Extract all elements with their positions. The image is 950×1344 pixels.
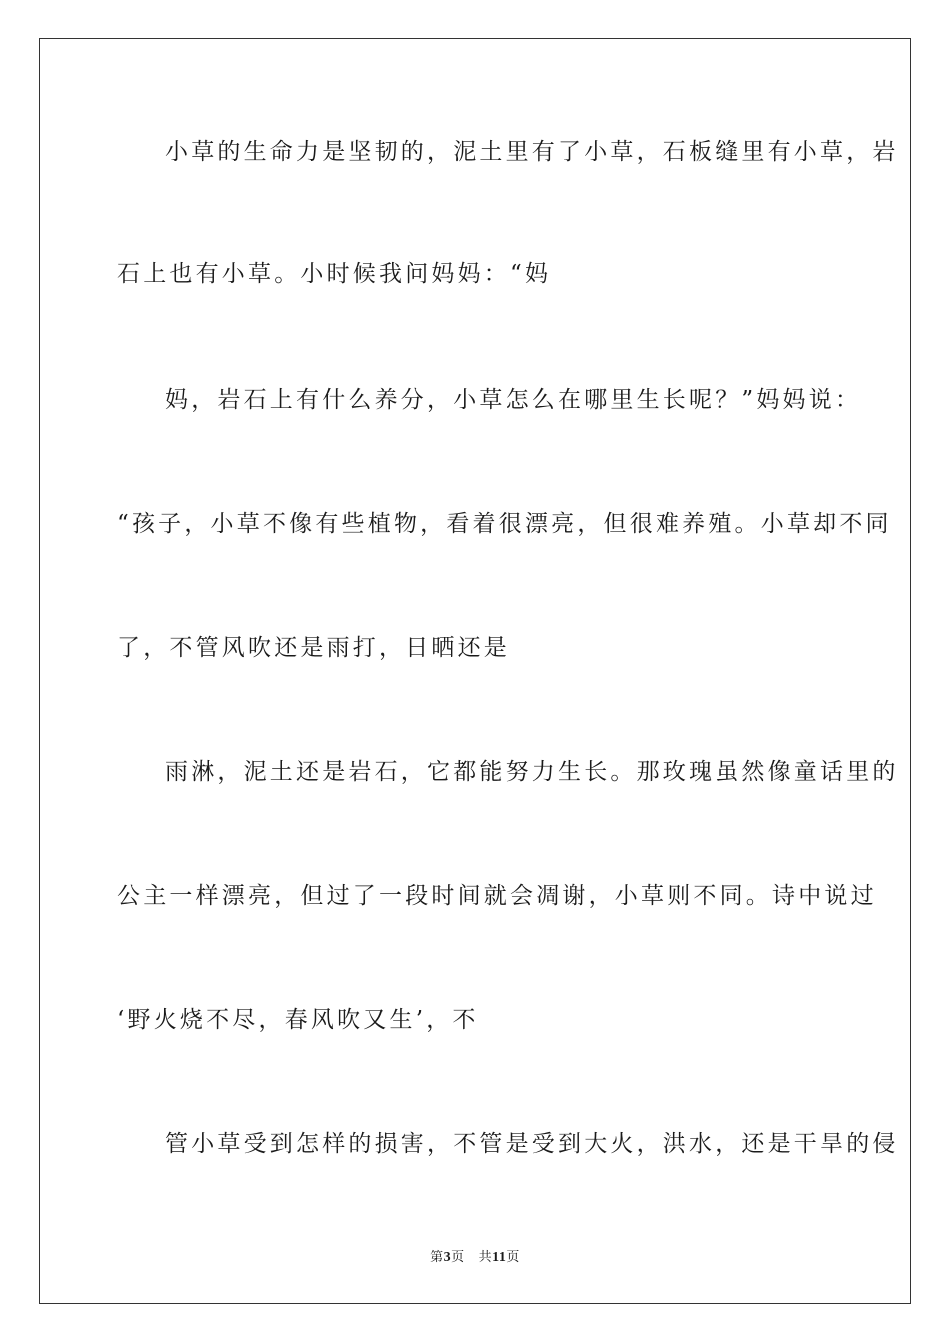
total-pages: 11 bbox=[492, 1250, 507, 1265]
text-line-9: 管小草受到怎样的损害，不管是受到大火，洪水，还是干旱的侵 bbox=[165, 1131, 899, 1157]
text-line-2: 石上也有小草。小时候我问妈妈：“妈 bbox=[117, 261, 552, 287]
page-border bbox=[39, 38, 911, 1304]
page-number: 3 bbox=[443, 1250, 452, 1265]
text-line-8: ‘野火烧不尽，春风吹又生’，不 bbox=[117, 1007, 479, 1033]
total-prefix: 共 bbox=[478, 1250, 493, 1265]
total-suffix: 页 bbox=[506, 1250, 520, 1265]
text-line-5: 了，不管风吹还是雨打，日晒还是 bbox=[117, 635, 510, 661]
page-suffix: 页 bbox=[451, 1250, 465, 1265]
text-line-6: 雨淋，泥土还是岩石，它都能努力生长。那玫瑰虽然像童话里的 bbox=[165, 759, 899, 785]
text-line-3: 妈，岩石上有什么养分，小草怎么在哪里生长呢？”妈妈说： bbox=[165, 387, 862, 413]
text-line-7: 公主一样漂亮，但过了一段时间就会凋谢，小草则不同。诗中说过 bbox=[117, 883, 877, 909]
text-line-1: 小草的生命力是坚韧的，泥土里有了小草，石板缝里有小草，岩 bbox=[165, 139, 899, 165]
page-footer bbox=[0, 1246, 950, 1266]
page-prefix: 第 bbox=[430, 1250, 444, 1265]
text-line-4: “孩子，小草不像有些植物，看着很漂亮，但很难养殖。小草却不同 bbox=[117, 511, 892, 537]
